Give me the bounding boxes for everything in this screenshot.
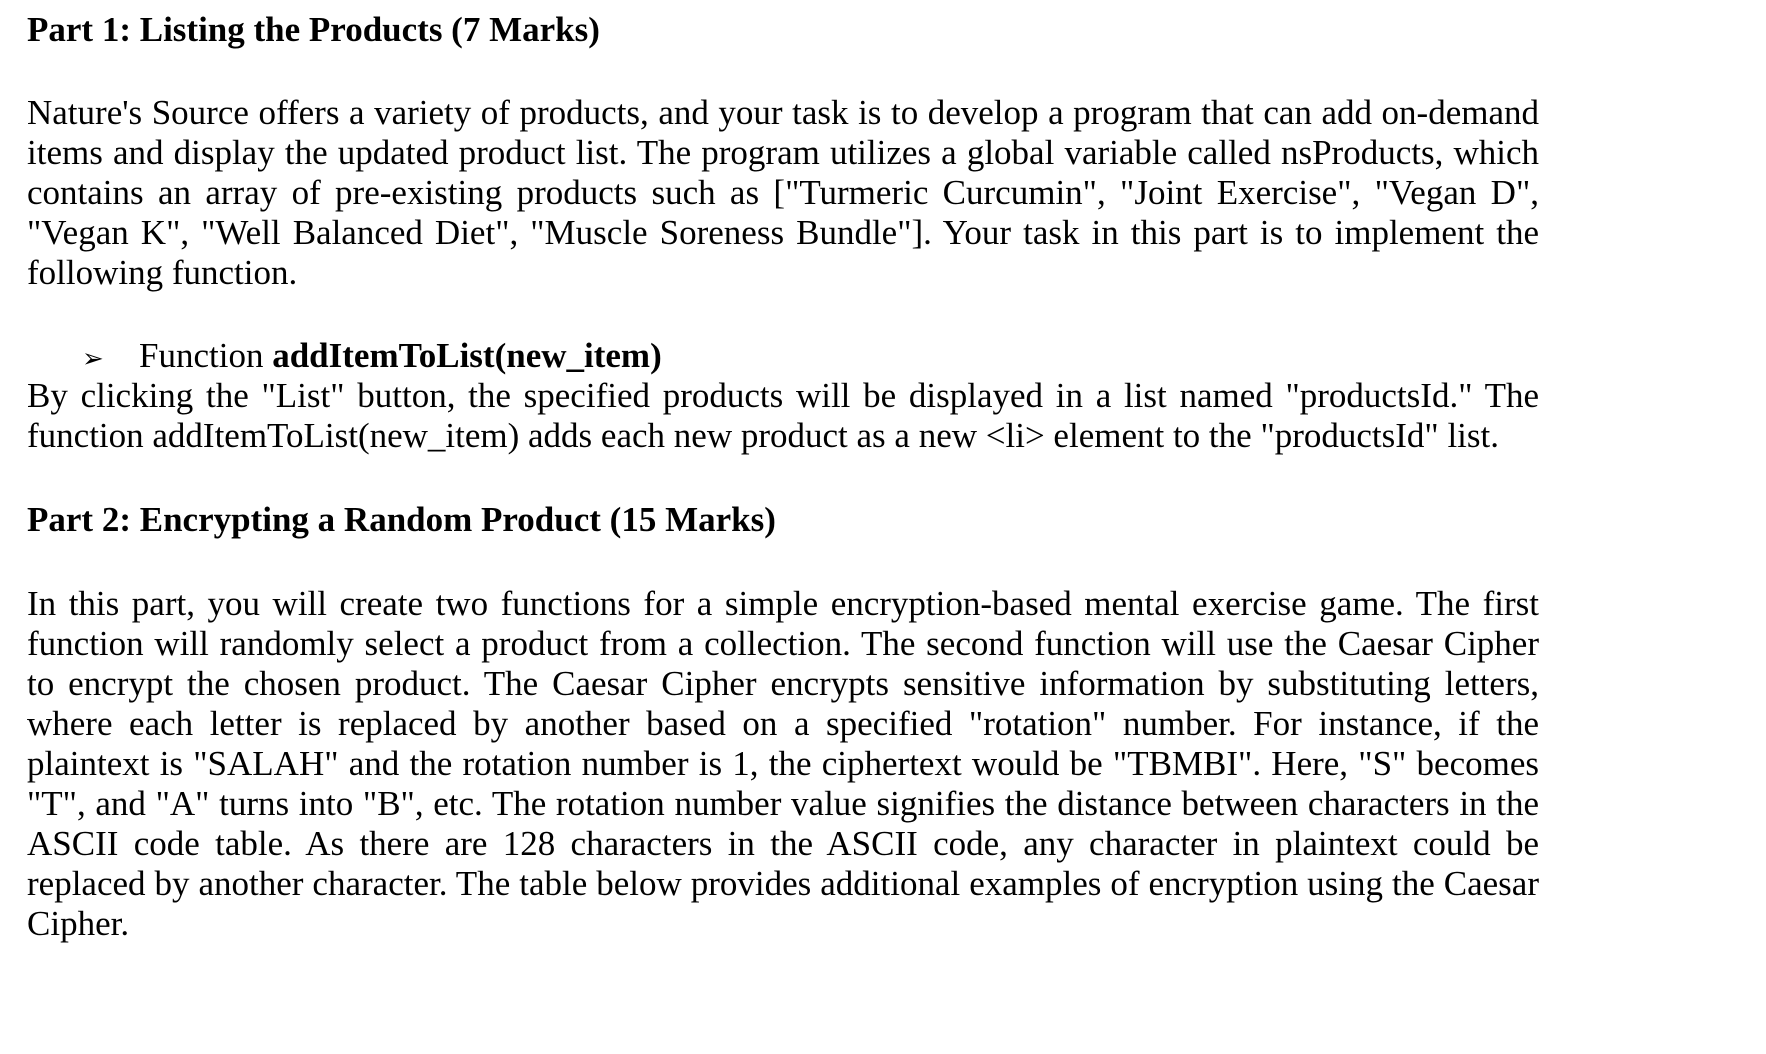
function-name: addItemToList(new_item) — [272, 336, 662, 375]
part1-paragraph: Nature's Source offers a variety of products, and your task is to develop a program that can add on-demand items and display the updated product list. The program utilizes a global variable called nsProducts, which contains an array of pre-existing products such as ["Turmeric Curcumin", "Joint Exercise", "Vegan D", "Vegan K", "Well Balanced Diet", "Muscle Soreness Bundle"]. Your task in this part is to implement the following function. — [27, 93, 1539, 292]
function-bullet — [27, 336, 662, 379]
part1-heading: Part 1: Listing the Products (7 Marks) — [27, 10, 600, 49]
part1-description: By clicking the "List" button, the specified products will be displayed in a list named "productsId." The function addItemToList(new_item) adds each new product as a new <li> element to the "productsId" list. — [27, 376, 1539, 455]
part2-paragraph: In this part, you will create two functions for a simple encryption-based mental exercise game. The first function will randomly select a product from a collection. The second function will use the Caesar Cipher to encrypt the chosen product. The Caesar Cipher encrypts sensitive information by substituting letters, where each letter is replaced by another based on a specified "rotation" number. For instance, if the plaintext is "SALAH" and the rotation number is 1, the ciphertext would be "TBMBI". Here, "S" becomes "T", and "A" turns into "B", etc. The rotation number value signifies the distance between characters in the ASCII code table. As there are 128 characters in the ASCII code, any character in plaintext could be replaced by another character. The table below provides additional examples of encryption using the Caesar Cipher. — [27, 584, 1539, 943]
arrowhead-bullet-icon: ➢ — [82, 344, 104, 374]
function-bullet-prefix: Function — [139, 336, 273, 375]
part2-heading: Part 2: Encrypting a Random Product (15 Marks) — [27, 500, 776, 539]
